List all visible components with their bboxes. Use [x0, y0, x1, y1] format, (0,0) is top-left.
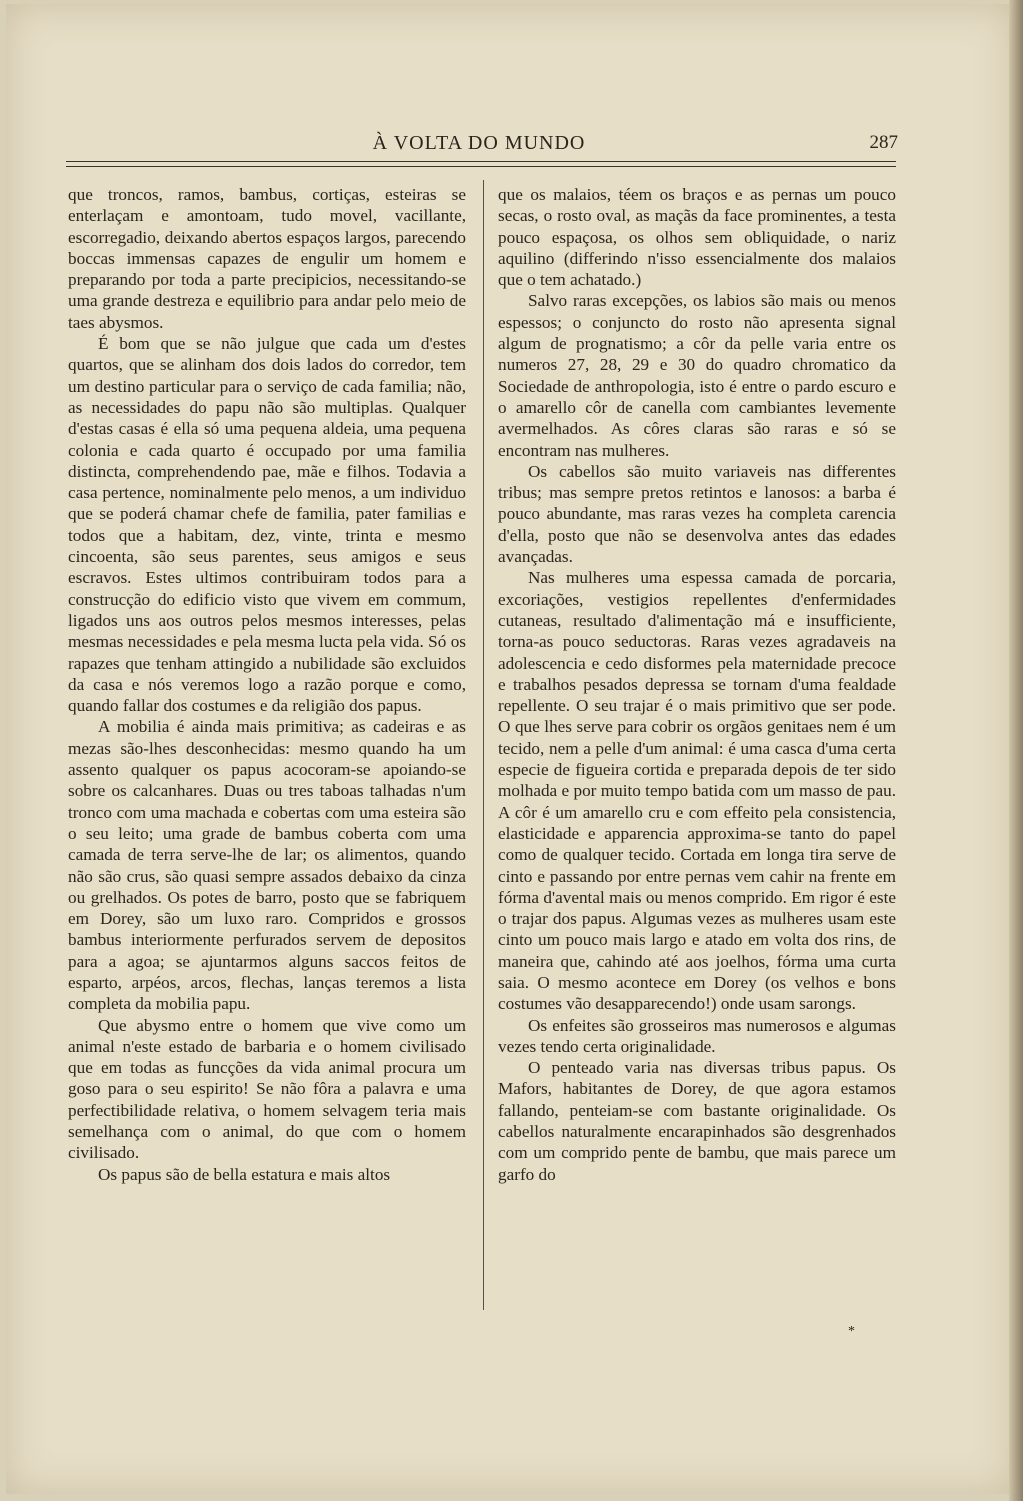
- running-title: À VOLTA DO MUNDO: [372, 132, 586, 154]
- paragraph: Os papus são de bella estatura e mais altos: [98, 1164, 391, 1184]
- paragraph: Que abysmo entre o homem que vive como um animal n'este estado de barbaria e o homem civilisado que em todas as funcções da vida animal procura um goso para o seu espirito! Se não fôra a palavra e uma perfectibilidade relativa, o homem selvagem teria mais semelhança com o animal, do que com o homem civilisado.: [68, 1015, 466, 1163]
- paragraph: A mobilia é ainda mais primitiva; as cadeiras e as mezas são-lhes desconhecidas: mesmo quando ha um assento qualquer os papus acocoram-se apoiando-se sobre os calcanhares. Duas ou tres taboas talhadas n'um tronco com uma machada e cobertas com uma esteira são o seu leito; uma grade de bambus coberta com uma camada de terra serve-lhe de lar; os alimentos, quando não são crus, são quasi sempre assados debaixo da cinza ou grelhados. Os potes de barro, posto que se fabriquem em Dorey, são um luxo raro. Compridos e grossos bambus interiormente perfurados servem de depositos para a agoa; se ajuntarmos alguns saccos feitos de esparto, arpéos, arcos, flechas, lanças teremos a lista completa da mobilia papu.: [68, 717, 466, 1014]
- left-column: [68, 184, 466, 1185]
- paragraph: Os cabellos são muito variaveis nas differentes tribus; mas sempre pretos retintos e lanosos: a barba é pouco abundante, mas raras vezes ha completa carencia d'ella, posto que não se desenvolva antes das edades avançadas.: [498, 461, 896, 567]
- footer-mark: *: [848, 1324, 855, 1339]
- right-column: [498, 184, 896, 1185]
- paragraph: Salvo raras excepções, os labios são mais ou menos espessos; o conjuncto do rosto não apresenta signal algum de prognatismo; a côr da pelle varia entre os numeros 27, 28, 29 e 30 do quadro chromatico da Sociedade de anthropologia, isto é entre o pardo escuro e o amarello côr de canella com cambiantes levemente avermelhados. As côres claras são raras e só se encontram nas mulheres.: [498, 291, 896, 460]
- page-number: 287: [869, 132, 898, 153]
- paragraph: que os malaios, téem os braços e as pernas um pouco secas, o rosto oval, as maçãs da face prominentes, a testa pouco espaçosa, os olhos sem obliquidade, o nariz aquilino (differindo n'isso essencialmente dos malaios que o tem achatado.): [498, 185, 896, 290]
- column-divider: [483, 180, 484, 1310]
- header-rule-bottom: [66, 166, 896, 167]
- paragraph: O penteado varia nas diversas tribus papus. Os Mafors, habitantes de Dorey, de que agora estamos fallando, penteiam-se com bastante originalidade. Os cabellos naturalmente encarapinhados são desgrenhados com um comprido pente de bambu, que mais parece um garfo do: [498, 1058, 896, 1184]
- header-rule-top: [66, 161, 896, 162]
- paragraph: Os enfeites são grosseiros mas numerosos e algumas vezes tendo certa originalidade.: [498, 1015, 896, 1056]
- page-edge: [1009, 0, 1023, 1501]
- page-header: [60, 132, 898, 162]
- paragraph: É bom que se não julgue que cada um d'estes quartos, que se alinham dos dois lados do corredor, tem um destino particular para o serviço de cada familia; não, as necessidades do papu não são multiplas. Qualquer d'estas casas é ella só uma pequena aldeia, uma pequena colonia e cada quarto é occupado por uma familia distincta, comprehendendo pae, mãe e filhos. Todavia a casa pertence, nominalmente pelo menos, a um individuo que se poderá chamar chefe de familia, pater familias e todos que a habitam, dez, vinte, trinta e mesmo cincoenta, são seus parentes, seus amigos e seus escravos. Estes ultimos contribuiram todos para a construcção do edificio visto que vivem em commum, ligados uns aos outros pelos mesmos interesses, pelas mesmas necessidades e pela mesma lucta pela vida. Só os rapazes que tenham attingido a nubilidade são excluidos da casa e nós veremos logo a razão porque e como, quando fallar dos costumes e da religião dos papus.: [68, 334, 466, 716]
- paragraph: que troncos, ramos, bambus, cortiças, esteiras se enterlaçam e amontoam, tudo movel, vacillante, escorregadio, deixando abertos espaços largos, parecendo boccas immensas capazes de engulir um homem e preparando por toda a parte precipicios, necessitando-se uma grande destreza e equilibrio para andar pelo meio de taes abysmos.: [68, 185, 466, 332]
- paragraph: Nas mulheres uma espessa camada de porcaria, excoriações, vestigios repellentes d'enfermidades cutaneas, resultado d'alimentação má e insufficiente, torna-as pouco seductoras. Raras vezes agradaveis na adolescencia e cedo disformes pela maternidade precoce e trabalhos pesados depressa se tornam d'uma fealdade repellente. O seu trajar é o mais primitivo que ser pode. O que lhes serve para cobrir os orgãos genitaes nem é um tecido, nem a pelle d'um animal: é uma casca d'uma certa especie de figueira cortida e preparada depois de ter sido molhada e por muito tempo batida com um masso de pau. A côr é um amarello cru e com effeito pela consistencia, elasticidade e apparencia approxima-se tanto do papel como de qualquer tecido. Cortada em longa tira serve de cinto e passando por entre pernas vem cahir na frente em fórma d'avental mais ou menos comprido. Em rigor é este o trajar dos papus. Algumas vezes as mulheres usam este cinto um pouco mais largo e atado em volta dos rins, de maneira que, cahindo até aos joelhos, fórma uma curta saia. O mesmo acontece em Dorey (os velhos e bons costumes vão desapparecendo!) onde usam sarongs.: [498, 568, 896, 1014]
